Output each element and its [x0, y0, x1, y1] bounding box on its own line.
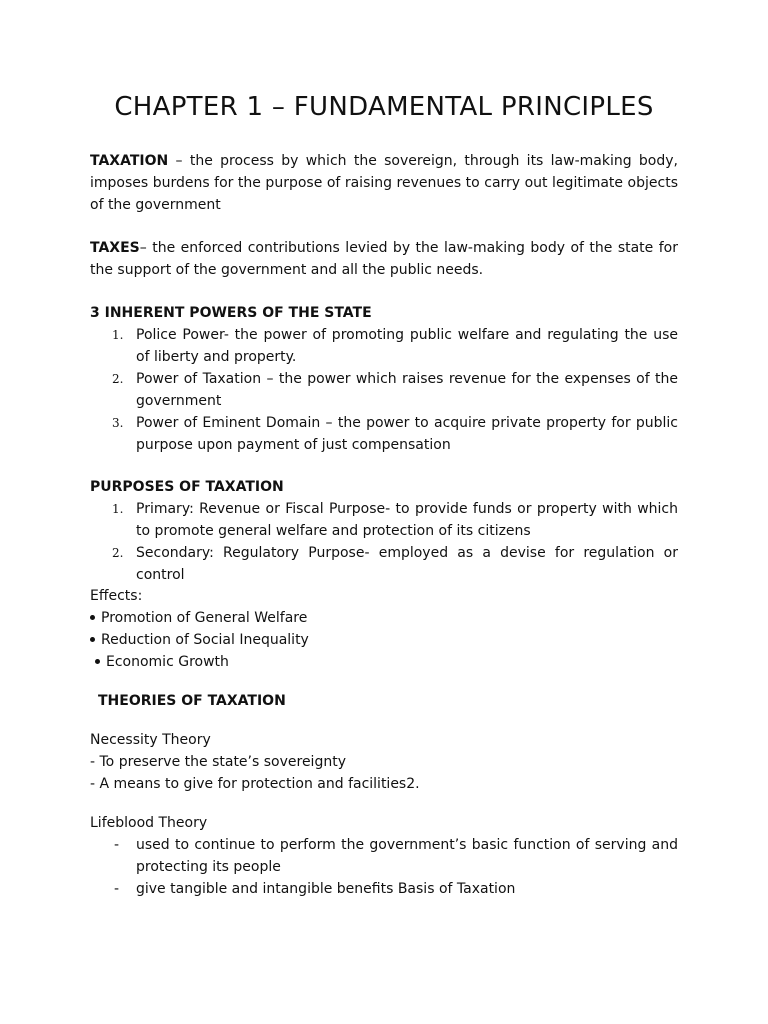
list-item-text: Police Power- the power of promoting public welfare and regulating the use of liberty and property. — [136, 327, 678, 365]
list-item — [90, 834, 678, 878]
inherent-powers-heading: 3 INHERENT POWERS OF THE STATE — [90, 305, 372, 321]
list-number: 2. — [112, 372, 124, 386]
list-item — [90, 412, 678, 456]
list-item — [90, 498, 678, 542]
theories-heading: THEORIES OF TAXATION — [98, 693, 286, 709]
list-item-text: Power of Eminent Domain – the power to acquire private property for public purpose upon payment of just compensation — [136, 415, 678, 453]
list-item — [90, 324, 678, 368]
list-number: 2. — [112, 546, 124, 560]
dash-marker: - — [114, 837, 120, 853]
list-number: 1. — [112, 502, 124, 516]
effect-item — [95, 651, 229, 673]
taxes-term: TAXES — [90, 240, 140, 256]
list-item-text: Primary: Revenue or Fiscal Purpose- to provide funds or property with which to promote general welfare and protection of its citizens — [136, 501, 678, 539]
list-item-text: Secondary: Regulatory Purpose- employed as a devise for regulation or control — [136, 545, 678, 583]
taxation-definition-text: – the process by which the sovereign, through its law-making body, imposes burdens for the purpose of raising revenues to carry out legitimate objects of the government — [90, 153, 678, 213]
purposes-heading: PURPOSES OF TAXATION — [90, 479, 284, 495]
bullet-dot-icon — [90, 637, 95, 642]
inherent-powers-list — [90, 324, 678, 456]
bullet-dot-icon — [90, 615, 95, 620]
list-item — [90, 368, 678, 412]
lifeblood-theory-list — [90, 834, 678, 900]
purposes-list — [90, 498, 678, 586]
chapter-title: CHAPTER 1 – FUNDAMENTAL PRINCIPLES — [114, 92, 654, 122]
effect-item — [90, 629, 309, 651]
list-item — [90, 542, 678, 586]
list-number: 3. — [112, 416, 124, 430]
necessity-theory-title: Necessity Theory — [90, 732, 211, 748]
effects-label: Effects: — [90, 588, 143, 604]
taxes-definition — [90, 237, 678, 281]
effect-item-text: Economic Growth — [106, 654, 229, 670]
necessity-theory-line: - A means to give for protection and facilities2. — [90, 776, 420, 792]
effect-item-text: Promotion of General Welfare — [101, 610, 308, 626]
taxes-definition-text: – the enforced contributions levied by the law-making body of the state for the support of the government and all the public needs. — [90, 240, 678, 278]
list-number: 1. — [112, 328, 124, 342]
necessity-theory-line: - To preserve the state’s sovereignty — [90, 754, 346, 770]
bullet-dot-icon — [95, 659, 100, 664]
taxation-definition — [90, 150, 678, 216]
list-item-text: give tangible and intangible benefits Basis of Taxation — [136, 881, 516, 897]
effect-item-text: Reduction of Social Inequality — [101, 632, 309, 648]
effect-item — [90, 607, 307, 629]
dash-marker: - — [114, 881, 120, 897]
lifeblood-theory-title: Lifeblood Theory — [90, 815, 208, 831]
list-item-text: used to continue to perform the government’s basic function of serving and protecting its people — [136, 837, 678, 875]
list-item-text: Power of Taxation – the power which raises revenue for the expenses of the government — [136, 371, 678, 409]
list-item — [90, 878, 678, 900]
taxation-term: TAXATION — [90, 153, 169, 169]
